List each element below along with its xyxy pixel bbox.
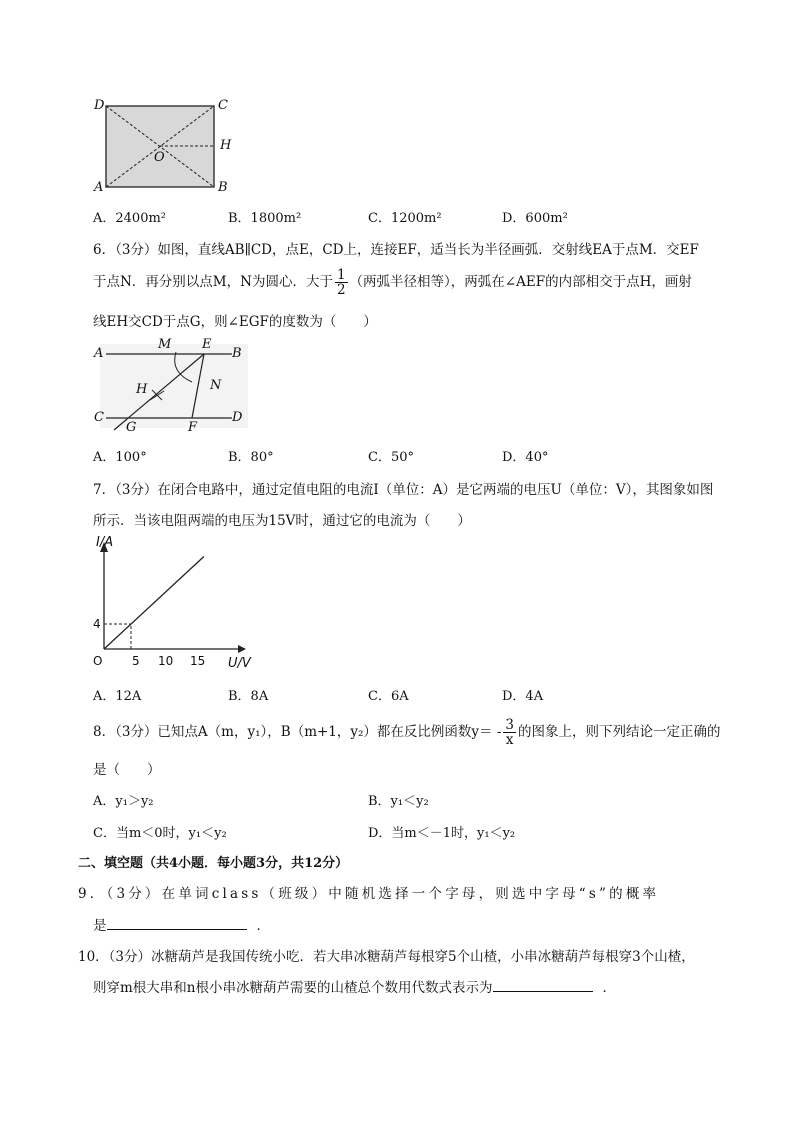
q8-line-1b: 的图象上，则下列结论一定正确的 bbox=[518, 724, 721, 740]
three-over-x-fraction: $\frac{3}{x}$ bbox=[505, 717, 515, 748]
label-n6: N bbox=[210, 378, 222, 393]
label-c6: C bbox=[94, 410, 104, 425]
parallel-lines-figure bbox=[92, 336, 252, 436]
q8-line-1 bbox=[93, 718, 721, 747]
q8-option-d: D．当m＜－1时，y₁＜y₂ bbox=[368, 826, 516, 841]
q8-option-b: B．y₁＜y₂ bbox=[368, 794, 429, 809]
label-a: A bbox=[94, 180, 104, 195]
label-g6: G bbox=[126, 420, 137, 435]
q10-line-2-text: 则穿m根大串和n根小串冰糖葫芦需要的山楂总个数用代数式表示为 bbox=[93, 980, 493, 996]
q7-option-b: B．8A bbox=[228, 689, 269, 704]
x-tick-10: 10 bbox=[158, 654, 174, 668]
q10-line-2 bbox=[93, 976, 616, 996]
q6-option-c: C．50° bbox=[368, 450, 414, 465]
q6-line-2a: 于点N．再分别以点M，N为圆心．大于 bbox=[93, 274, 333, 290]
q9-line-1: 9．（3分）在单词class（班级）中随机选择一个字母，则选中字母“s”的概率 bbox=[78, 886, 660, 902]
y-tick-4: 4 bbox=[93, 617, 101, 631]
q7-line-2: 所示．当该电阻两端的电压为15V时，通过它的电流为（ ） bbox=[93, 513, 471, 529]
label-b: B bbox=[218, 180, 228, 195]
q5-option-c: C．1200m² bbox=[368, 211, 442, 226]
q6-option-a: A．100° bbox=[93, 450, 147, 465]
q5-option-a: A．2400m² bbox=[93, 211, 167, 226]
q10-line-2-end: ． bbox=[602, 980, 616, 996]
q7-option-d: D．4A bbox=[502, 689, 544, 704]
q6-line-2b: （两弧半径相等），两弧在∠AEF的内部相交于点H，画射 bbox=[349, 274, 692, 290]
q6-option-d: D．40° bbox=[502, 450, 549, 465]
q8-option-a: A．y₁＞y₂ bbox=[93, 794, 154, 809]
half-fraction: $\frac{1}{2}$ bbox=[336, 267, 346, 298]
q8-line-1a: 8．（3分）已知点A（m，y₁），B（m+1，y₂）都在反比例函数y＝ - bbox=[93, 724, 502, 740]
label-h: H bbox=[220, 138, 232, 153]
series-line bbox=[104, 557, 204, 650]
label-a6: A bbox=[94, 346, 104, 361]
label-d: D bbox=[94, 98, 105, 113]
section-2-title: 二、填空题（共4小题．每小题3分，共12分） bbox=[78, 856, 349, 871]
q9-line-2-end: ． bbox=[256, 918, 270, 934]
q6-line-1: 6．（3分）如图，直线AB∥CD，点E，CD上，连接EF，适当长为半径画弧．交射线EA于点M．交EF bbox=[93, 242, 699, 258]
q10-line-1: 10．（3分）冰糖葫芦是我国传统小吃．若大串冰糖葫芦每根穿5个山楂，小串冰糖葫芦每根穿3个山楂， bbox=[78, 949, 695, 965]
q7-option-c: C．6A bbox=[368, 689, 409, 704]
q9-answer-blank[interactable] bbox=[107, 915, 247, 930]
label-o: O bbox=[154, 150, 165, 165]
q8-line-2: 是（ ） bbox=[93, 762, 161, 778]
q7-line-1: 7．（3分）在闭合电路中，通过定值电阻的电流I（单位：A）是它两端的电压U（单位：V），其图象如图 bbox=[93, 482, 714, 498]
q5-option-d: D．600m² bbox=[502, 211, 568, 226]
label-h6: H bbox=[136, 382, 148, 397]
x-tick-5: 5 bbox=[132, 654, 140, 668]
q9-line-2-text: 是 bbox=[93, 918, 107, 934]
y-axis-label: I/A bbox=[96, 535, 114, 550]
q6-option-b: B．80° bbox=[228, 450, 274, 465]
q6-line-3: 线EH交CD于点G，则∠EGF的度数为（ ） bbox=[93, 314, 377, 330]
q8-option-c: C．当m＜0时，y₁＜y₂ bbox=[93, 826, 227, 841]
label-f6: F bbox=[188, 420, 198, 435]
x-tick-15: 15 bbox=[190, 654, 206, 668]
q5-option-b: B．1800m² bbox=[228, 211, 302, 226]
origin-label: O bbox=[93, 654, 103, 668]
current-voltage-chart bbox=[86, 530, 266, 675]
label-d6: D bbox=[232, 410, 243, 425]
label-b6: B bbox=[232, 346, 242, 361]
q9-line-2 bbox=[93, 914, 270, 934]
x-axis-arrow bbox=[238, 645, 246, 653]
label-c: C bbox=[218, 98, 228, 113]
q6-line-2 bbox=[93, 268, 692, 297]
x-axis-label: U/V bbox=[228, 656, 251, 671]
label-e6: E bbox=[202, 337, 212, 352]
label-m6: M bbox=[158, 337, 172, 352]
q7-option-a: A．12A bbox=[93, 689, 142, 704]
q10-answer-blank[interactable] bbox=[493, 977, 593, 992]
